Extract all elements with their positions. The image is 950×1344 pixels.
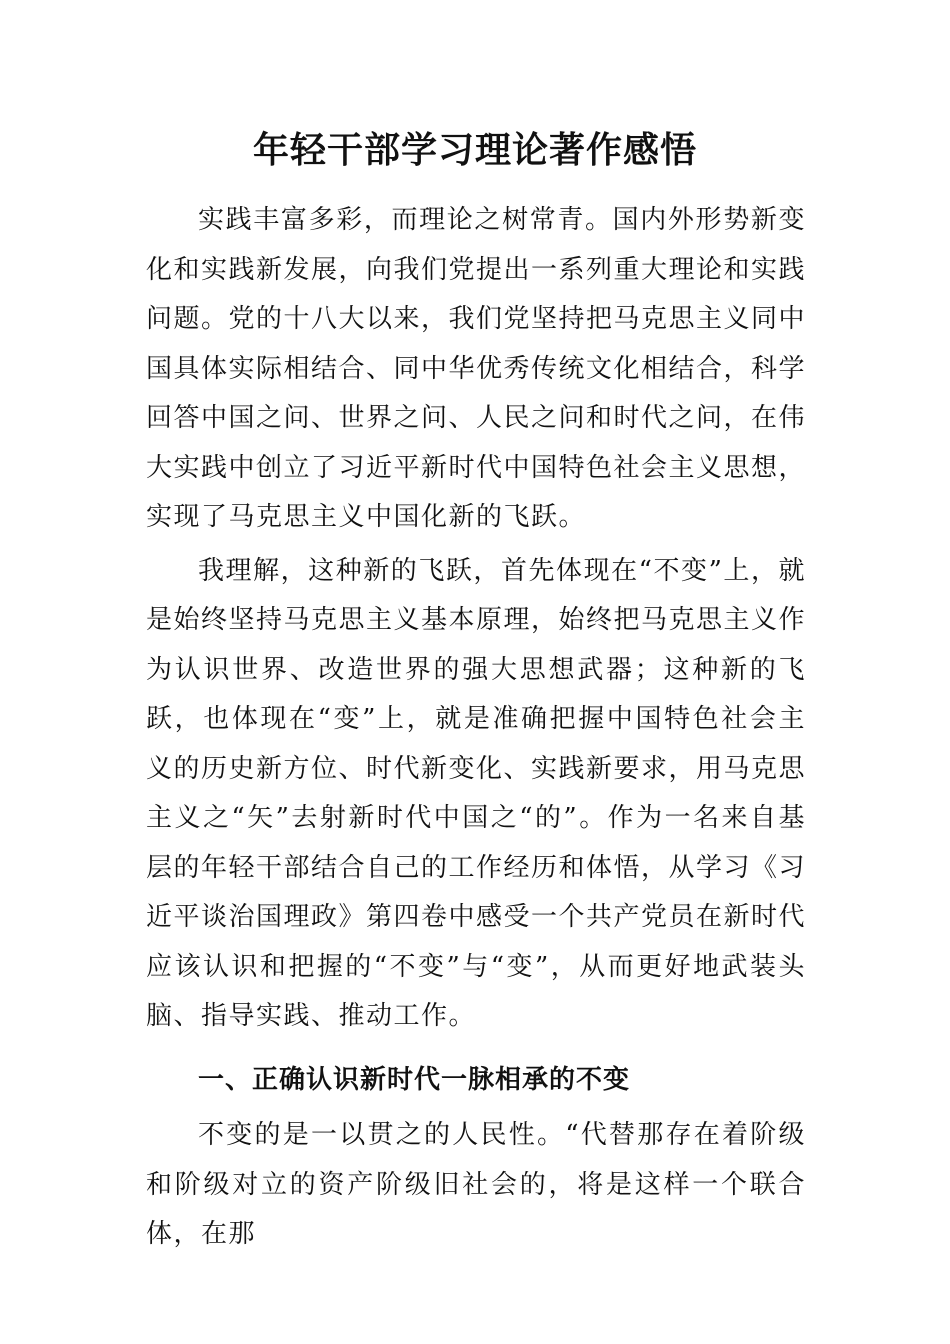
document-body [146, 196, 806, 1260]
document-title: 年轻干部学习理论著作感悟 [252, 129, 697, 171]
section-heading: 一、正确认识新时代一脉相承的不变 [198, 1064, 631, 1095]
section-paragraph: 不变的是一以贯之的人民性。“代替那存在着阶级和阶级对立的资产阶级旧社会的，将是这样一个联合体，在那 [146, 1120, 806, 1249]
paragraph-intro: 实践丰富多彩，而理论之树常青。国内外形势新变化和实践新发展，向我们党提出一系列重大理论和实践问题。党的十八大以来，我们党坚持把马克思主义同中国具体实际相结合、同中华优秀传统文化相结合，科学回答中国之问、世界之问、人民之问和时代之问，在伟大实践中创立了习近平新时代中国特色社会主义思想，实现了马克思主义中国化新的飞跃。 [146, 205, 807, 532]
paragraph-understanding: 我理解，这种新的飞跃，首先体现在“不变”上，就是始终坚持马克思主义基本原理，始终把马克思主义作为认识世界、改造世界的强大思想武器；这种新的飞跃，也体现在“变”上，就是准确把握中国特色社会主义的历史新方位、时代新变化、实践新要求，用马克思主义之“矢”去射新时代中国之“的”。作为一名来自基层的年轻干部结合自己的工作经历和体悟，从学习《习近平谈治国理政》第四卷中感受一个共产党员在新时代应该认识和把握的“不变”与“变”，从而更好地武装头脑、指导实践、推动工作。 [146, 555, 807, 1031]
